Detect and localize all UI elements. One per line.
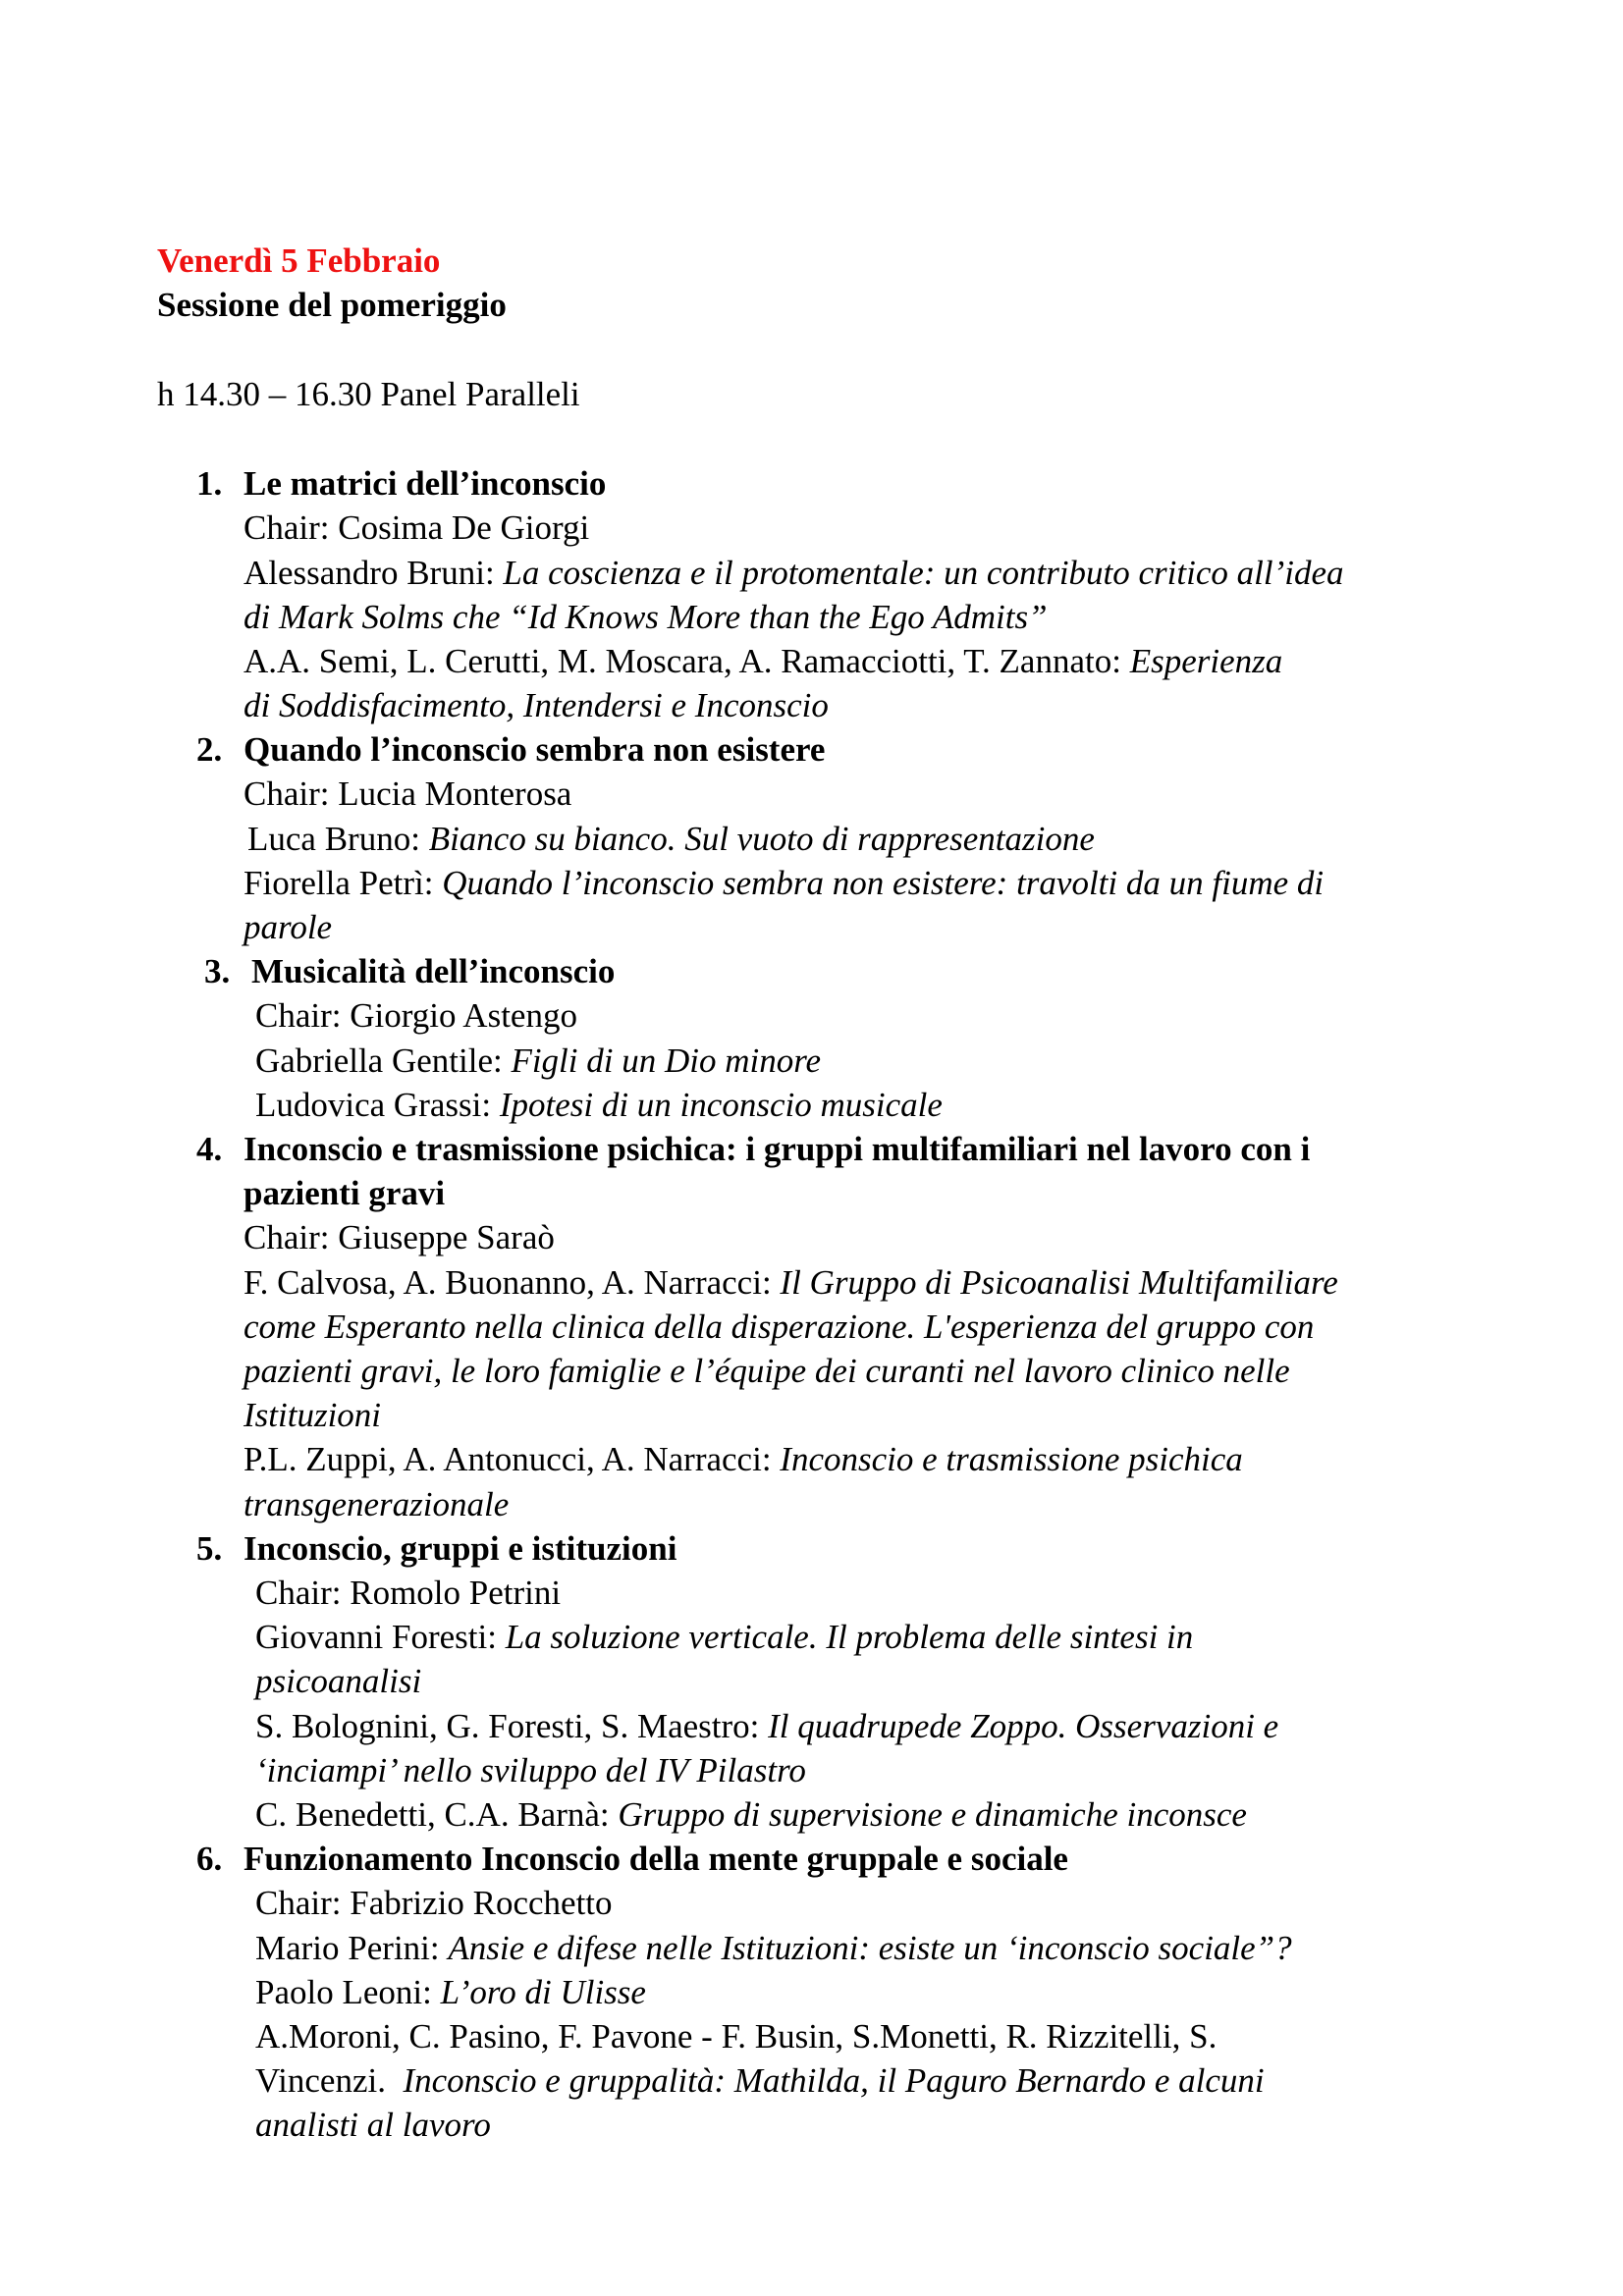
talk-title-continued: di Soddisfacimento, Intendersi e Inconscio — [243, 686, 829, 724]
talk-title: Inconscio e gruppalità: Mathilda, il Paguro Bernardo e alcuni — [403, 2061, 1265, 2100]
talk-line — [255, 1927, 1292, 1970]
talk-title: Figli di un Dio minore — [511, 1041, 822, 1080]
talk-authors: Mario Perini: — [255, 1929, 440, 1967]
talk-title: L’oro di Ulisse — [440, 1973, 646, 2011]
talk-authors: C. Benedetti, C.A. Barnà: — [255, 1795, 610, 1834]
panel-number: 3. — [204, 952, 231, 990]
talk-title: La coscienza e il protomentale: un contributo critico all’idea — [503, 554, 1344, 592]
talk-title: Bianco su bianco. Sul vuoto di rappresentazione — [428, 820, 1095, 858]
time-line: h 14.30 – 16.30 Panel Paralleli — [157, 375, 580, 413]
talk-line — [243, 1261, 1338, 1305]
panel-title-text: Inconscio e trasmissione psichica: i gruppi multifamiliari nel lavoro con i — [243, 1130, 1311, 1168]
talk-title-continued: pazienti gravi, le loro famiglie e l’équipe dei curanti nel lavoro clinico nelle — [243, 1352, 1290, 1390]
talk-authors: Paolo Leoni: — [255, 1973, 432, 2011]
talk-title-continued: Istituzioni — [243, 1396, 382, 1434]
talk-line — [243, 1438, 1243, 1481]
talk-title-continued: ‘inciampi’ nello sviluppo del IV Pilastro — [255, 1751, 806, 1789]
panel-4-chair: Chair: Giuseppe Saraò — [243, 1218, 555, 1256]
panel-title-text: Inconscio, gruppi e istituzioni — [243, 1529, 677, 1568]
talk-authors-line: A.Moroni, C. Pasino, F. Pavone - F. Busin, S.Monetti, R. Rizzitelli, S. — [255, 2017, 1217, 2056]
panel-title-continued: pazienti gravi — [243, 1174, 446, 1212]
panel-5-chair: Chair: Romolo Petrini — [255, 1574, 562, 1612]
panel-4-title — [196, 1128, 1310, 1171]
panel-title-text: Funzionamento Inconscio della mente gruppale e sociale — [243, 1840, 1068, 1878]
panel-3-title — [204, 950, 615, 993]
talk-authors: F. Calvosa, A. Buonanno, A. Narracci: — [243, 1263, 772, 1302]
talk-line — [243, 862, 1324, 905]
talk-authors: Vincenzi. — [255, 2061, 386, 2100]
talk-title-continued: come Esperanto nella clinica della disperazione. L'esperienza del gruppo con — [243, 1308, 1315, 1346]
talk-title: Quando l’inconscio sembra non esistere: travolti da un fiume di — [442, 864, 1325, 902]
talk-line — [255, 1793, 1247, 1837]
talk-line — [255, 1616, 1193, 1659]
panel-3-chair: Chair: Giorgio Astengo — [255, 996, 577, 1035]
panel-5-title — [196, 1527, 676, 1571]
talk-title-continued: parole — [243, 908, 333, 946]
panel-2-title — [196, 728, 825, 772]
talk-authors: A.A. Semi, L. Cerutti, M. Moscara, A. Ramacciotti, T. Zannato: — [243, 642, 1121, 680]
panel-title-text: Le matrici dell’inconscio — [243, 464, 607, 503]
talk-title: Gruppo di supervisione e dinamiche inconsce — [618, 1795, 1247, 1834]
talk-authors: Luca Bruno: — [247, 820, 420, 858]
talk-line — [255, 1705, 1278, 1748]
panel-number: 6. — [196, 1840, 223, 1878]
panel-6-title — [196, 1838, 1068, 1881]
talk-title-continued: di Mark Solms che “Id Knows More than the Ego Admits” — [243, 598, 1048, 636]
talk-line — [255, 1971, 646, 2014]
talk-title: Il Gruppo di Psicoanalisi Multifamiliare — [780, 1263, 1338, 1302]
panel-title-text: Musicalità dell’inconscio — [251, 952, 616, 990]
talk-title: La soluzione verticale. Il problema delle sintesi in — [505, 1618, 1194, 1656]
talk-authors: Alessandro Bruni: — [243, 554, 495, 592]
talk-title: Ipotesi di un inconscio musicale — [499, 1086, 943, 1124]
panel-number: 4. — [196, 1130, 223, 1168]
talk-authors: Fiorella Petrì: — [243, 864, 434, 902]
talk-title-continued: transgenerazionale — [243, 1485, 510, 1523]
panel-6-chair: Chair: Fabrizio Rocchetto — [255, 1884, 613, 1922]
talk-title: Il quadrupede Zoppo. Osservazioni e — [768, 1707, 1279, 1745]
panel-number: 2. — [196, 730, 223, 769]
talk-title-continued: psicoanalisi — [255, 1662, 422, 1700]
talk-line — [243, 640, 1282, 683]
talk-line — [255, 1040, 821, 1083]
talk-line — [243, 552, 1344, 595]
talk-title: Inconscio e trasmissione psichica — [780, 1440, 1243, 1478]
talk-line — [247, 818, 1095, 861]
talk-title: Ansie e difese nelle Istituzioni: esiste un ‘inconscio sociale”? — [448, 1929, 1292, 1967]
panel-1-title — [196, 462, 606, 506]
talk-line — [255, 1084, 943, 1127]
panel-title-text: Quando l’inconscio sembra non esistere — [243, 730, 826, 769]
panel-2-chair: Chair: Lucia Monterosa — [243, 774, 572, 813]
talk-title: Esperienza — [1129, 642, 1283, 680]
panel-number: 5. — [196, 1529, 223, 1568]
talk-title-continued: analisti al lavoro — [255, 2106, 491, 2144]
talk-authors: S. Bolognini, G. Foresti, S. Maestro: — [255, 1707, 760, 1745]
panel-1-chair: Chair: Cosima De Giorgi — [243, 508, 590, 547]
talk-authors: Giovanni Foresti: — [255, 1618, 497, 1656]
talk-authors: Gabriella Gentile: — [255, 1041, 503, 1080]
session-heading: Sessione del pomeriggio — [157, 286, 507, 324]
date-heading: Venerdì 5 Febbraio — [157, 241, 441, 280]
talk-line — [255, 2059, 1265, 2103]
talk-authors: Ludovica Grassi: — [255, 1086, 492, 1124]
panel-number: 1. — [196, 464, 223, 503]
talk-authors: P.L. Zuppi, A. Antonucci, A. Narracci: — [243, 1440, 772, 1478]
